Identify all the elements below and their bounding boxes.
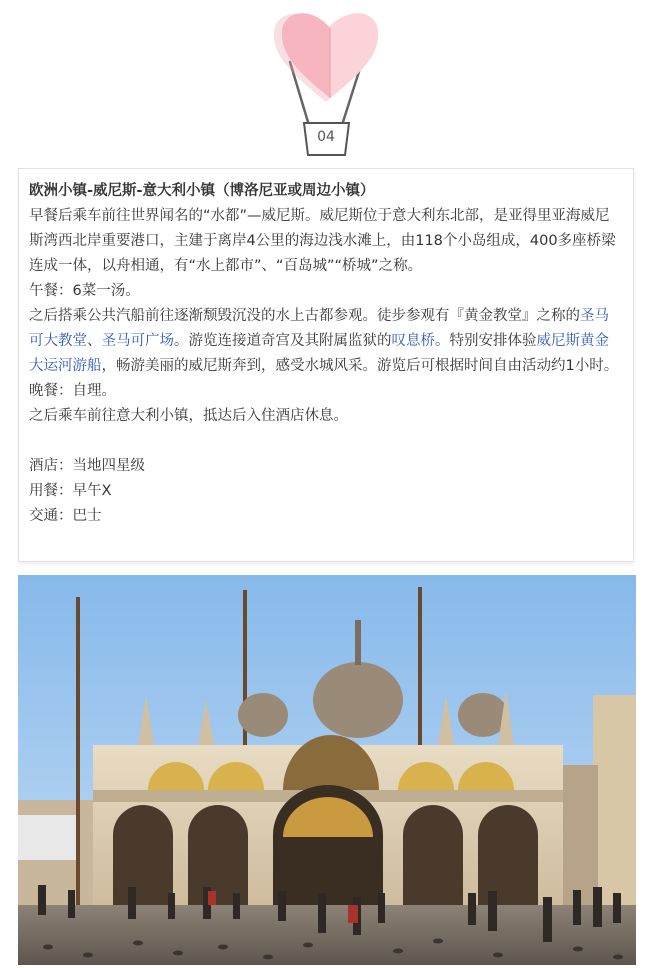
spacer (29, 429, 623, 454)
hotel-transfer-line: 之后乘车前往意大利小镇，抵达后入住酒店休息。 (29, 408, 348, 424)
intro-paragraph: 早餐后乘车前往世界闻名的“水都”—威尼斯。威尼斯位于意大利东北部，是亚得里亚海威尼斯湾西北岸重要港口，主建于离岸4公里的海边浅水滩上，由118个小岛组成，400多座桥梁连成一体，以舟相通，有“水上都市”、“百岛城”“桥城”之称。 (29, 208, 616, 274)
transport-line: 交通：巴士 (29, 508, 102, 524)
meals-line: 用餐：早午X (29, 483, 112, 499)
itinerary-card (18, 168, 634, 562)
link-grand-canal-boat[interactable]: 威尼斯黄金大运河游船 (29, 333, 609, 374)
tour-text-c: 。特别安排体验 (435, 333, 537, 349)
tour-paragraph (29, 304, 623, 379)
heart-balloon-icon (0, 0, 647, 165)
tour-text-a: 之后搭乘公共汽船前往逐渐颓毁沉没的水上古都参观。徒步参观有『黄金教堂』之称的 (29, 308, 580, 324)
tour-text-d: ，畅游美丽的威尼斯奔到，感受水城风采。游览后可根据时间自由活动约1小时。 (101, 358, 619, 374)
day-number-badge: 04 (317, 129, 335, 145)
tour-text-b: 。游览连接道奇宫及其附属监狱的 (174, 333, 392, 349)
lunch-line: 午餐：6菜一汤。 (29, 283, 140, 299)
dinner-line: 晚餐：自理。 (29, 383, 116, 399)
st-marks-basilica-photo (18, 575, 636, 965)
hotel-line: 酒店：当地四星级 (29, 458, 145, 474)
day-title: 欧洲小镇-威尼斯-意大利小镇（博洛尼亚或周边小镇） (29, 183, 375, 199)
link-bridge-of-sighs[interactable]: 叹息桥 (391, 333, 435, 349)
link-st-marks-basilica[interactable]: 圣马可大教堂 (29, 308, 609, 349)
link-st-marks-square[interactable]: 圣马可广场 (101, 333, 174, 349)
tour-sep: 、 (87, 333, 102, 349)
